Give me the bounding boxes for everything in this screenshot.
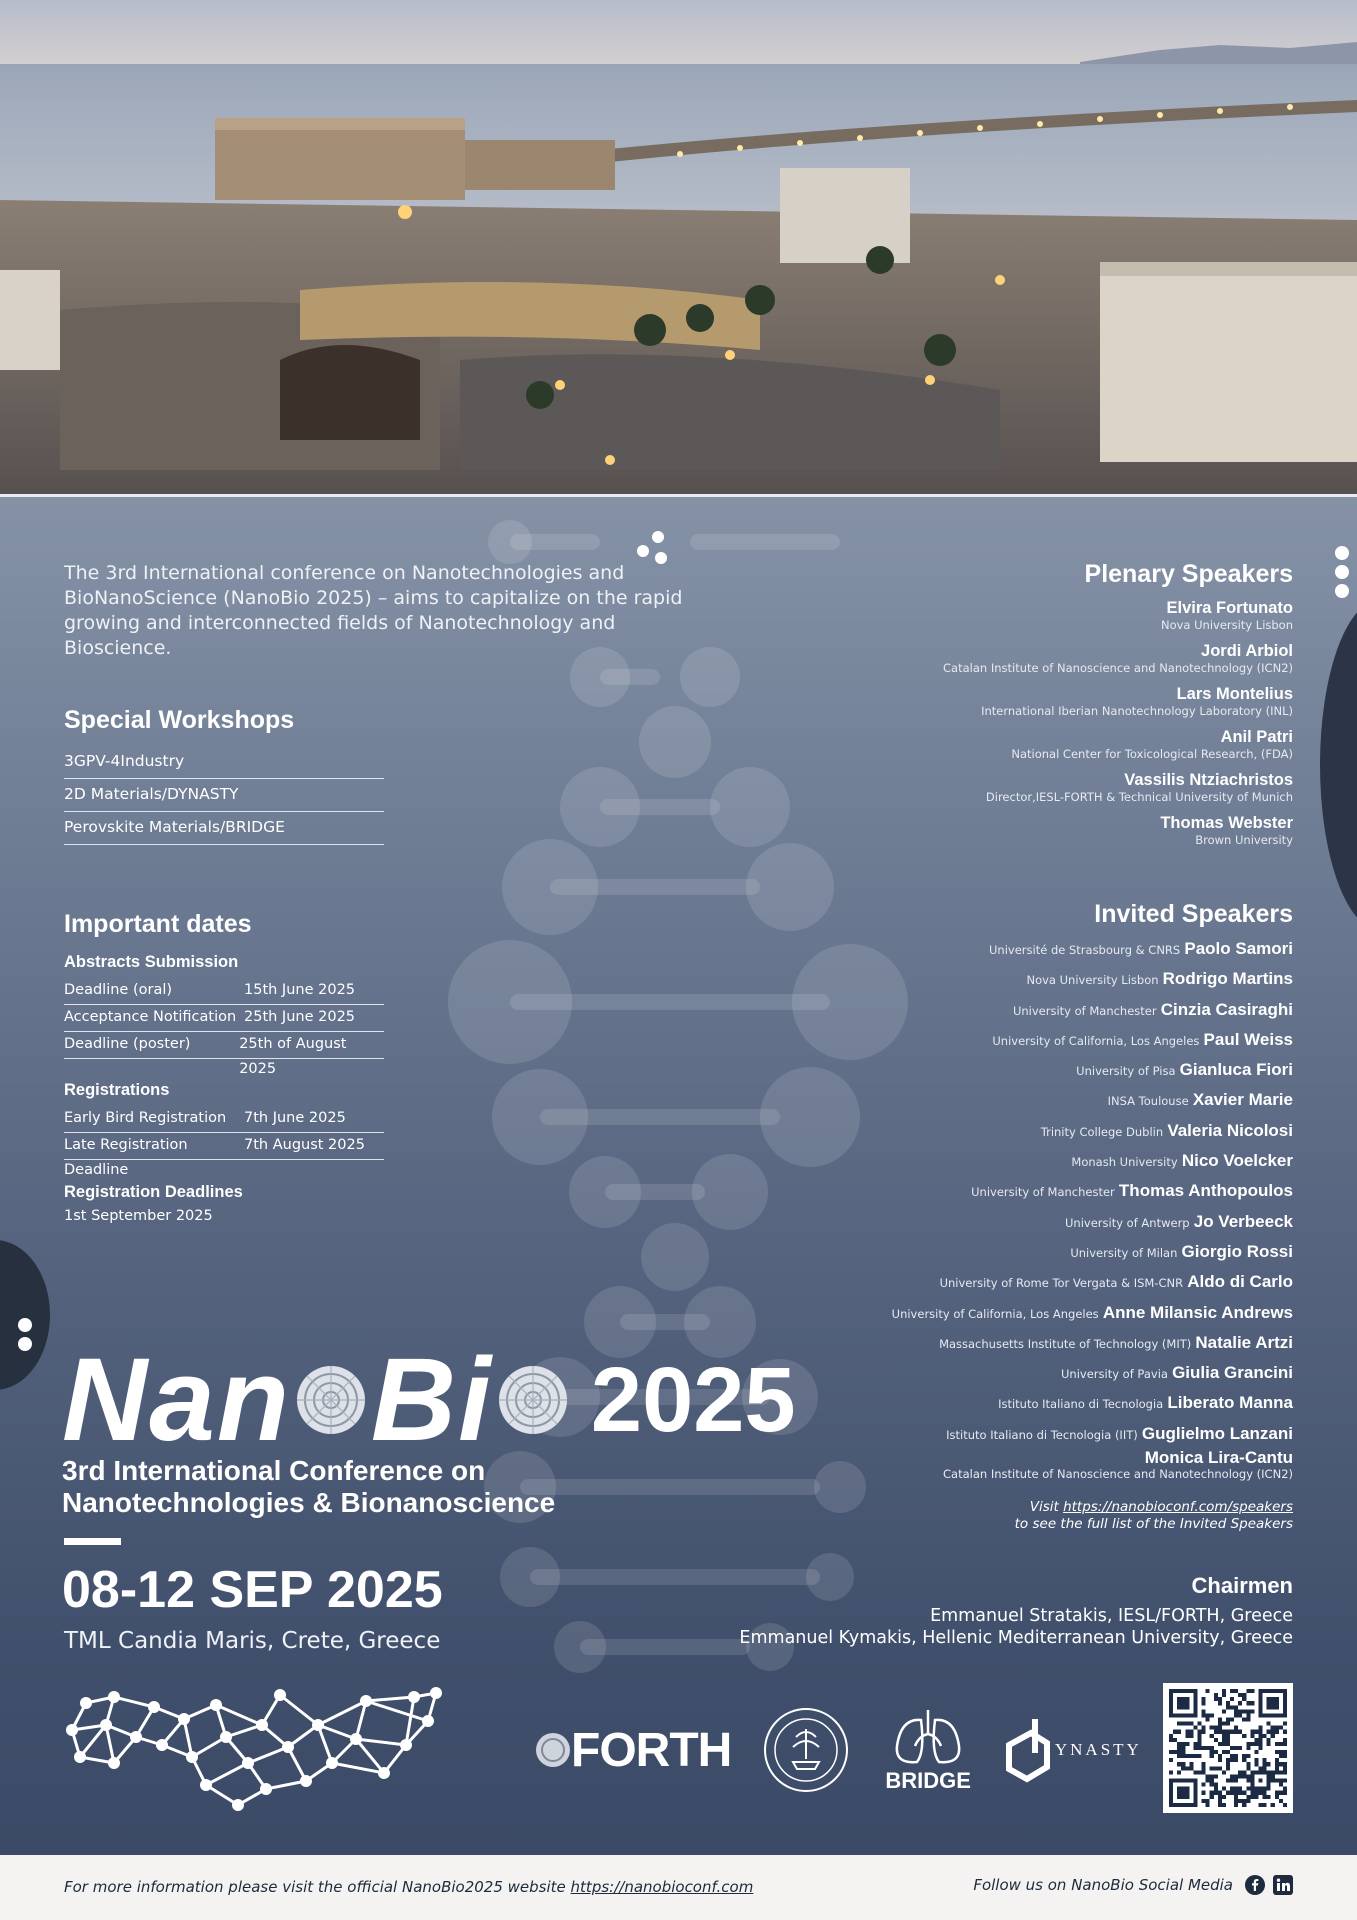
plenary-speaker	[943, 771, 1293, 804]
invited-title: Invited Speakers	[1094, 900, 1293, 928]
facebook-icon[interactable]	[1245, 1875, 1265, 1895]
speaker-affiliation: Monash University	[1071, 1155, 1178, 1170]
date-row: Deadline (oral) 15th June 2025	[64, 978, 384, 1005]
lungs-icon	[893, 1706, 963, 1768]
registration-deadlines-block	[64, 1183, 384, 1224]
visit-speakers-note: Visit https://nanobioconf.com/speakers to see the full list of the Invited Speakers	[1014, 1499, 1293, 1533]
registration-deadline-value: 1st September 2025	[64, 1208, 213, 1224]
plenary-speaker	[943, 814, 1293, 847]
important-dates-title: Important dates	[64, 910, 252, 938]
harbour-photo	[0, 0, 1357, 497]
date-row: Acceptance Notification 25th June 2025	[64, 1005, 384, 1032]
plenary-speaker	[943, 685, 1293, 718]
plenary-title: Plenary Speakers	[1084, 560, 1293, 588]
speaker-affiliation: Université de Strasbourg & CNRS	[989, 943, 1181, 957]
speaker-name: Xavier Marie	[1192, 1090, 1293, 1110]
speaker-name: Jordi Arbiol	[1201, 642, 1293, 660]
invited-speaker	[739, 1359, 1293, 1389]
plenary-speaker	[943, 642, 1293, 675]
speaker-affiliation: International Iberian Nanotechnology Laboratory (INL)	[981, 704, 1293, 718]
footer	[0, 1855, 1357, 1920]
speaker-affiliation: University of California, Los Angeles	[891, 1306, 1099, 1321]
speaker-name: Guglielmo Lanzani	[1141, 1423, 1293, 1443]
speaker-name: Anne Milansic Andrews	[1102, 1302, 1293, 1322]
speaker-affiliation: Massachusetts Institute of Technology (MIT)	[939, 1336, 1192, 1351]
workshop-item: Perovskite Materials/BRIDGE	[64, 812, 384, 845]
date-row: Late Registration Deadline 7th August 2025	[64, 1133, 384, 1160]
workshops-title: Special Workshops	[64, 706, 295, 734]
qr-code-pattern-icon	[1169, 1689, 1287, 1807]
speaker-name: Anil Patri	[1220, 728, 1293, 746]
speaker-name: Cinzia Casiraghi	[1160, 999, 1293, 1019]
speaker-name: Thomas Anthopoulos	[1118, 1181, 1293, 1201]
speaker-affiliation: Director,IESL-FORTH & Technical University of Munich	[985, 790, 1293, 804]
qr-code[interactable]	[1163, 1683, 1293, 1813]
footer-info: For more information please visit the official NanoBio2025 website https://nanobioconf.com	[64, 1878, 754, 1896]
speaker-affiliation: Istituto Italiano di Tecnologia (IIT)	[946, 1427, 1138, 1442]
workshops-list	[64, 746, 384, 845]
nanobio-logo: Nan Bi 2025	[62, 1334, 796, 1466]
chairman: Emmanuel Stratakis, IESL/FORTH, Greece	[930, 1606, 1293, 1627]
workshop-item: 2D Materials/DYNASTY	[64, 779, 384, 812]
invited-speaker	[739, 1026, 1293, 1056]
date-row: Early Bird Registration 7th June 2025	[64, 1106, 384, 1133]
speaker-affiliation: University of Antwerp	[1065, 1215, 1190, 1230]
bridge-logo: BRIDGE	[885, 1706, 971, 1794]
speaker-affiliation: University of California, Los Angeles	[992, 1033, 1200, 1048]
speaker-affiliation: Nova University Lisbon	[1160, 618, 1293, 632]
conference-venue: TML Candia Maris, Crete, Greece	[64, 1628, 441, 1654]
conference-dates: 08-12 SEP 2025	[62, 1561, 443, 1619]
chairman: Emmanuel Kymakis, Hellenic Mediterranean University, Greece	[739, 1628, 1293, 1649]
dots-decoration-left	[18, 1318, 32, 1356]
phaistos-disc-icon	[295, 1364, 367, 1436]
speaker-name: Valeria Nicolosi	[1167, 1120, 1293, 1140]
invited-speaker	[739, 1299, 1293, 1329]
speaker-name: Vassilis Ntziachristos	[1124, 771, 1293, 789]
intro-text: The 3rd International conference on Nanotechnologies and BioNanoScience (NanoBio 2025) – aims to capitalize on the rapid growing and interconnected fields of Nanotechnology and Bioscience.	[64, 562, 683, 659]
speaker-affiliation: Brown University	[1195, 833, 1293, 847]
speaker-name: Giorgio Rossi	[1181, 1241, 1293, 1261]
speaker-affiliation: University of Manchester	[971, 1185, 1115, 1200]
divider-bar	[64, 1538, 121, 1545]
website-link[interactable]: https://nanobioconf.com	[570, 1878, 754, 1896]
speaker-name: Thomas Webster	[1160, 814, 1293, 832]
conference-name: 3rd International Conference on Nanotechnologies & Bionanoscience	[62, 1455, 556, 1518]
speaker-name: Liberato Manna	[1167, 1393, 1293, 1413]
linkedin-icon[interactable]	[1273, 1875, 1293, 1895]
footer-social: Follow us on NanoBio Social Media	[973, 1875, 1293, 1895]
speaker-affiliation: Catalan Institute of Nanoscience and Nanotechnology (ICN2)	[943, 661, 1293, 675]
invited-speaker	[739, 996, 1293, 1026]
invited-speaker	[739, 1389, 1293, 1419]
invited-speaker	[739, 1268, 1293, 1298]
dynasty-d-icon	[1005, 1717, 1051, 1783]
invited-speaker	[739, 1086, 1293, 1116]
invited-speaker	[739, 1420, 1293, 1450]
speaker-affiliation: University of Milan	[1070, 1245, 1178, 1260]
invited-speaker	[739, 1329, 1293, 1359]
speaker-name: Nico Voelcker	[1181, 1151, 1293, 1171]
forth-logo: FORTH	[571, 1723, 732, 1777]
invited-speaker	[739, 1147, 1293, 1177]
speaker-affiliation: University of Rome Tor Vergata & ISM-CNR	[939, 1276, 1184, 1291]
workshop-item: 3GPV-4Industry	[64, 746, 384, 779]
speaker-name: Aldo di Carlo	[1187, 1272, 1293, 1292]
abstracts-heading: Abstracts Submission	[64, 953, 239, 971]
speaker-affiliation: University of Pisa	[1076, 1064, 1176, 1079]
speaker-name: Paul Weiss	[1203, 1029, 1293, 1049]
date-row: Deadline (poster) 25th of August 2025	[64, 1032, 384, 1059]
invited-speaker	[739, 1117, 1293, 1147]
registrations-heading: Registrations	[64, 1081, 170, 1099]
invited-speaker	[739, 1056, 1293, 1086]
invited-speaker	[739, 1208, 1293, 1238]
speaker-affiliation: University of Pavia	[1061, 1367, 1168, 1382]
invited-speaker	[739, 935, 1293, 965]
speaker-name: Lars Montelius	[1176, 685, 1293, 703]
speaker-affiliation: National Center for Toxicological Research, (FDA)	[1011, 747, 1293, 761]
forth-emblem-icon	[535, 1732, 571, 1768]
speaker-affiliation: Nova University Lisbon	[1026, 973, 1159, 988]
speakers-link[interactable]: https://nanobioconf.com/speakers	[1063, 1499, 1293, 1516]
invited-last-speaker: Monica Lira-Cantu Catalan Institute of Nanoscience and Nanotechnology (ICN2)	[943, 1448, 1293, 1482]
plenary-speaker	[943, 599, 1293, 632]
speaker-name: Rodrigo Martins	[1162, 969, 1293, 989]
crete-network-map-icon	[66, 1685, 446, 1820]
speaker-affiliation: Trinity College Dublin	[1040, 1124, 1164, 1139]
invited-speaker	[739, 1177, 1293, 1207]
speaker-affiliation: University of Manchester	[1012, 1003, 1157, 1018]
registration-deadlines-heading: Registration Deadlines	[64, 1183, 243, 1201]
invited-speaker	[739, 1238, 1293, 1268]
speaker-name: Gianluca Fiori	[1179, 1060, 1293, 1080]
speaker-name: Natalie Artzi	[1195, 1332, 1293, 1352]
speaker-name: Paolo Samori	[1184, 939, 1293, 958]
invited-speakers	[739, 900, 1293, 1649]
invited-speaker	[739, 965, 1293, 995]
abstracts-block	[64, 953, 384, 1077]
hmu-seal-icon	[763, 1707, 849, 1793]
speaker-name: Elvira Fortunato	[1166, 599, 1293, 617]
plenary-speakers	[943, 560, 1293, 847]
speaker-affiliation: Istituto Italiano di Tecnologia	[998, 1397, 1164, 1412]
speaker-name: Giulia Grancini	[1172, 1363, 1293, 1383]
dynasty-logo: YNASTY	[1005, 1717, 1142, 1783]
speaker-affiliation: INSA Toulouse	[1107, 1094, 1189, 1109]
plenary-speaker	[943, 728, 1293, 761]
phaistos-disc-icon	[497, 1364, 569, 1436]
registrations-block	[64, 1081, 384, 1178]
speaker-name: Jo Verbeeck	[1193, 1211, 1293, 1231]
chairmen-title: Chairmen	[1191, 1573, 1293, 1599]
dots-decoration-right	[1335, 546, 1349, 603]
partner-logos	[535, 1680, 1162, 1820]
